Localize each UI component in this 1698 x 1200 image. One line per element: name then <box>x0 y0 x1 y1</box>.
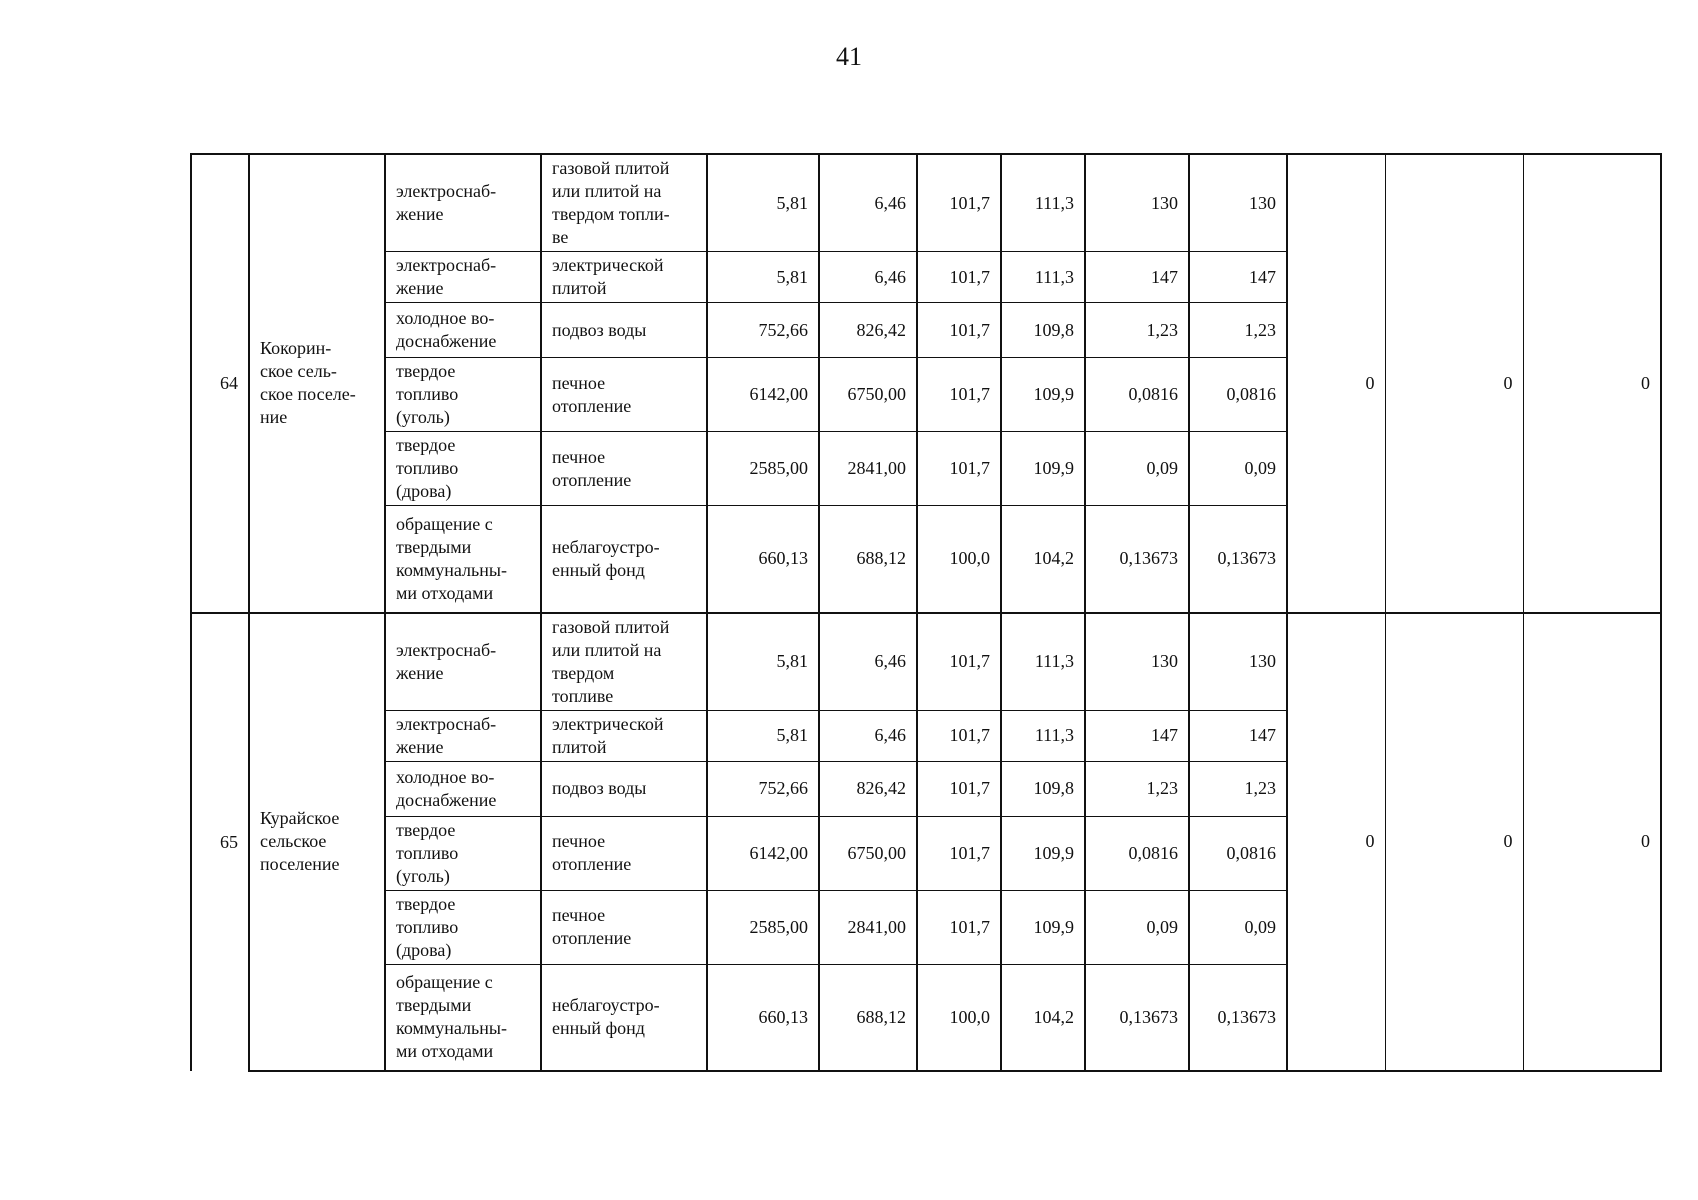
zero-cell: 0 <box>1385 154 1523 613</box>
supply-method: электрической плитой <box>541 252 707 303</box>
value-cell-v5: 0,0816 <box>1085 358 1189 432</box>
service-type: твердое топливо (уголь) <box>385 816 541 890</box>
value-cell-v6: 0,0816 <box>1189 816 1287 890</box>
value-cell-v2: 6750,00 <box>819 816 917 890</box>
value-cell-v3: 101,7 <box>917 613 1001 711</box>
supply-method: печное отопление <box>541 890 707 964</box>
value-cell-v5: 0,0816 <box>1085 816 1189 890</box>
service-type: электроснаб- жение <box>385 154 541 252</box>
supply-method: печное отопление <box>541 816 707 890</box>
value-cell-v1: 5,81 <box>707 252 819 303</box>
value-cell-v4: 109,8 <box>1001 303 1085 358</box>
value-cell-v6: 1,23 <box>1189 761 1287 816</box>
value-cell-v5: 130 <box>1085 613 1189 711</box>
value-cell-v4: 111,3 <box>1001 252 1085 303</box>
value-cell-v5: 1,23 <box>1085 761 1189 816</box>
zero-cell: 0 <box>1385 613 1523 1072</box>
service-type: твердое топливо (уголь) <box>385 358 541 432</box>
supply-method: газовой плитой или плитой на твердом топли- ве <box>541 154 707 252</box>
value-cell-v1: 660,13 <box>707 964 819 1071</box>
value-cell-v1: 6142,00 <box>707 358 819 432</box>
value-cell-v1: 5,81 <box>707 154 819 252</box>
value-cell-v1: 660,13 <box>707 506 819 613</box>
settlement-name: Кокорин- ское сель- ское поселе- ние <box>249 154 385 613</box>
value-cell-v6: 130 <box>1189 154 1287 252</box>
value-cell-v2: 2841,00 <box>819 432 917 506</box>
zero-cell: 0 <box>1287 613 1385 1072</box>
value-cell-v4: 109,9 <box>1001 358 1085 432</box>
value-cell-v4: 109,9 <box>1001 432 1085 506</box>
service-type: обращение с твердыми коммунальны- ми отходами <box>385 506 541 613</box>
value-cell-v5: 147 <box>1085 710 1189 761</box>
value-cell-v6: 0,0816 <box>1189 358 1287 432</box>
row-number: 65 <box>191 613 249 1072</box>
value-cell-v2: 6,46 <box>819 154 917 252</box>
value-cell-v4: 109,8 <box>1001 761 1085 816</box>
value-cell-v5: 1,23 <box>1085 303 1189 358</box>
table-row <box>191 613 1661 711</box>
value-cell-v1: 752,66 <box>707 303 819 358</box>
value-cell-v4: 111,3 <box>1001 613 1085 711</box>
value-cell-v1: 6142,00 <box>707 816 819 890</box>
value-cell-v5: 0,13673 <box>1085 964 1189 1071</box>
value-cell-v5: 0,09 <box>1085 432 1189 506</box>
service-type: электроснаб- жение <box>385 252 541 303</box>
value-cell-v2: 6,46 <box>819 252 917 303</box>
value-cell-v3: 101,7 <box>917 154 1001 252</box>
supply-method: неблагоустро- енный фонд <box>541 964 707 1071</box>
service-type: холодное во- доснабжение <box>385 303 541 358</box>
value-cell-v4: 109,9 <box>1001 816 1085 890</box>
supply-method: подвоз воды <box>541 761 707 816</box>
supply-method: электрической плитой <box>541 710 707 761</box>
value-cell-v3: 101,7 <box>917 710 1001 761</box>
value-cell-v4: 111,3 <box>1001 710 1085 761</box>
value-cell-v6: 0,09 <box>1189 432 1287 506</box>
page-number: 41 <box>836 42 862 71</box>
supply-method: газовой плитой или плитой на твердом топливе <box>541 613 707 711</box>
value-cell-v5: 147 <box>1085 252 1189 303</box>
value-cell-v3: 101,7 <box>917 252 1001 303</box>
value-cell-v3: 101,7 <box>917 890 1001 964</box>
value-cell-v2: 688,12 <box>819 964 917 1071</box>
value-cell-v2: 6,46 <box>819 710 917 761</box>
service-type: электроснаб- жение <box>385 710 541 761</box>
supply-method: печное отопление <box>541 358 707 432</box>
value-cell-v6: 147 <box>1189 252 1287 303</box>
value-cell-v6: 0,09 <box>1189 890 1287 964</box>
value-cell-v1: 2585,00 <box>707 890 819 964</box>
value-cell-v1: 2585,00 <box>707 432 819 506</box>
value-cell-v4: 109,9 <box>1001 890 1085 964</box>
value-cell-v4: 104,2 <box>1001 506 1085 613</box>
supply-method: подвоз воды <box>541 303 707 358</box>
zero-cell: 0 <box>1523 613 1661 1072</box>
value-cell-v2: 826,42 <box>819 761 917 816</box>
zero-cell: 0 <box>1287 154 1385 613</box>
value-cell-v3: 101,7 <box>917 432 1001 506</box>
value-cell-v4: 111,3 <box>1001 154 1085 252</box>
value-cell-v1: 5,81 <box>707 710 819 761</box>
value-cell-v6: 147 <box>1189 710 1287 761</box>
service-type: твердое топливо (дрова) <box>385 890 541 964</box>
value-cell-v3: 100,0 <box>917 506 1001 613</box>
service-type: электроснаб- жение <box>385 613 541 711</box>
value-cell-v2: 2841,00 <box>819 890 917 964</box>
value-cell-v2: 688,12 <box>819 506 917 613</box>
zero-cell: 0 <box>1523 154 1661 613</box>
value-cell-v2: 6,46 <box>819 613 917 711</box>
supply-method: печное отопление <box>541 432 707 506</box>
value-cell-v5: 0,13673 <box>1085 506 1189 613</box>
settlement-name: Курайское сельское поселение <box>249 613 385 1072</box>
value-cell-v6: 130 <box>1189 613 1287 711</box>
tariff-table <box>190 153 1662 1072</box>
value-cell-v6: 1,23 <box>1189 303 1287 358</box>
value-cell-v1: 5,81 <box>707 613 819 711</box>
table-row <box>191 154 1661 252</box>
value-cell-v2: 826,42 <box>819 303 917 358</box>
value-cell-v1: 752,66 <box>707 761 819 816</box>
value-cell-v3: 100,0 <box>917 964 1001 1071</box>
supply-method: неблагоустро- енный фонд <box>541 506 707 613</box>
service-type: твердое топливо (дрова) <box>385 432 541 506</box>
service-type: обращение с твердыми коммунальны- ми отходами <box>385 964 541 1071</box>
value-cell-v5: 130 <box>1085 154 1189 252</box>
value-cell-v3: 101,7 <box>917 761 1001 816</box>
row-number: 64 <box>191 154 249 613</box>
value-cell-v6: 0,13673 <box>1189 506 1287 613</box>
value-cell-v3: 101,7 <box>917 358 1001 432</box>
value-cell-v6: 0,13673 <box>1189 964 1287 1071</box>
value-cell-v5: 0,09 <box>1085 890 1189 964</box>
value-cell-v4: 104,2 <box>1001 964 1085 1071</box>
value-cell-v2: 6750,00 <box>819 358 917 432</box>
value-cell-v3: 101,7 <box>917 816 1001 890</box>
service-type: холодное во- доснабжение <box>385 761 541 816</box>
value-cell-v3: 101,7 <box>917 303 1001 358</box>
